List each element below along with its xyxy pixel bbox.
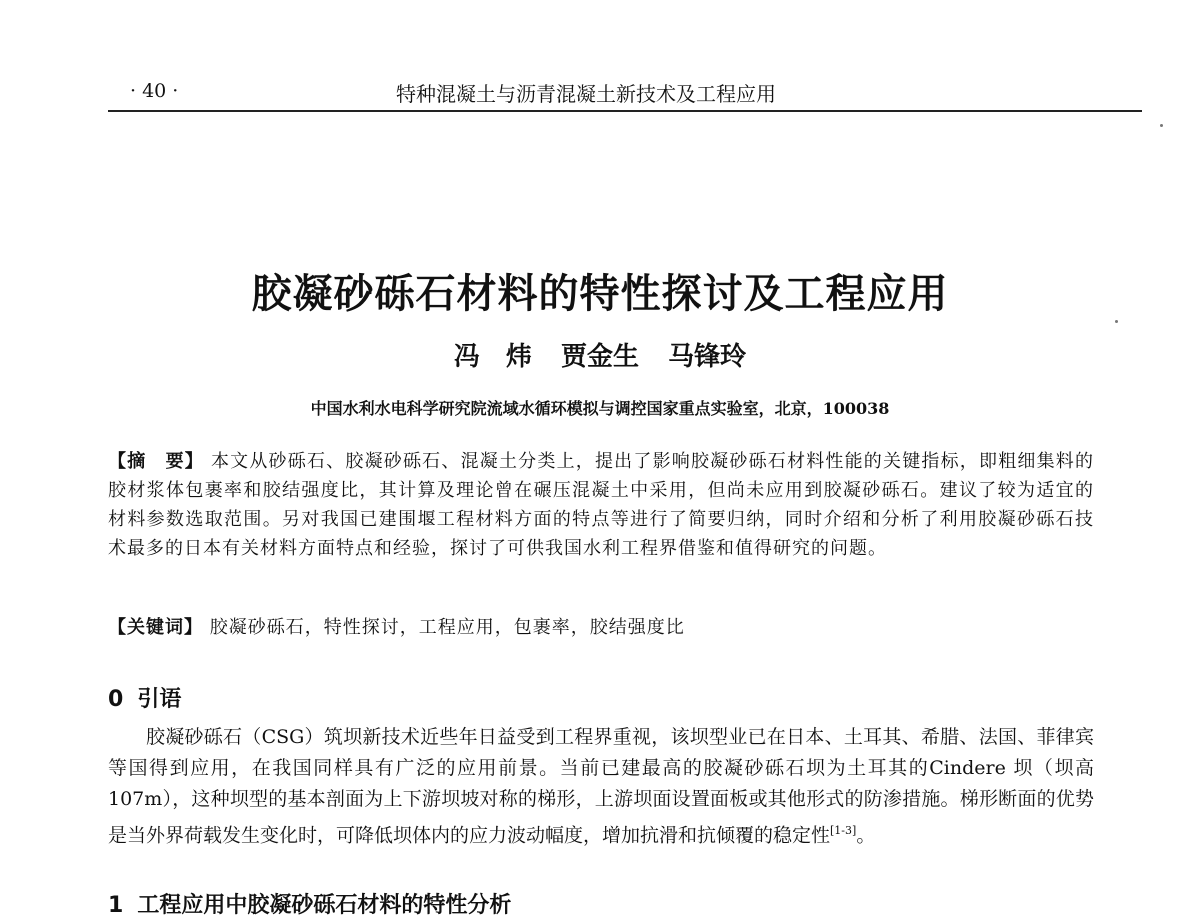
abstract-label: 【摘 要】 [108,451,205,472]
abstract [108,447,1094,563]
section-heading [108,682,181,713]
section-title: 工程应用中胶凝砂砾石材料的特性分析 [137,893,512,918]
section-number: 1 [108,893,124,918]
header-rule [108,110,1142,112]
section-title: 引语 [137,687,182,712]
author-name: 贾金生 [560,342,639,372]
author-name: 冯 炜 [453,342,532,372]
affiliation: 中国水利水电科学研究院流域水循环模拟与调控国家重点实验室，北京，100038 [310,399,890,418]
section-heading [108,888,511,919]
citation: [1-3] [830,824,857,837]
keywords-text: 胶凝砂砾石，特性探讨，工程应用，包裹率，胶结强度比 [209,617,685,638]
section-number: 0 [108,687,124,712]
intro-paragraph [108,722,1094,851]
running-title: 特种混凝土与沥青混凝土新技术及工程应用 [396,82,776,106]
paragraph-text: 胶凝砂砾石（CSG）筑坝新技术近些年日益受到工程界重视，该坝型业已在日本、土耳其、希腊、法国、菲律宾等国得到应用，在我国同样具有广泛的应用前景。当前已建最高的胶凝砂砾石坝为土耳其的Cindere 坝（坝高 107m），这种坝型的基本剖面为上下游坝坡对称的梯形，上游坝面设置面板或其他形式的防渗措施。梯形断面的优势是当外界荷载发生变化时，可降低坝体内的应力波动幅度，增加抗滑和抗倾覆的稳定性 [108,726,1094,847]
abstract-text: 本文从砂砾石、胶凝砂砾石、混凝土分类上，提出了影响胶凝砂砾石材料性能的关键指标，即粗细集料的胶材浆体包裹率和胶结强度比，其计算及理论曾在碾压混凝土中采用，但尚未应用到胶凝砂砾石。建议了较为适宜的材料参数选取范围。另对我国已建围堰工程材料方面的特点等进行了简要归纳，同时介绍和分析了利用胶凝砂砾石技术最多的日本有关材料方面特点和经验，探讨了可供我国水利工程界借鉴和值得研究的问题。 [108,451,1095,559]
author-list [0,336,1200,373]
keywords-label: 【关键词】 [108,617,203,638]
keywords [108,613,1094,642]
page-number: · 40 · [130,80,179,102]
paragraph-end: 。 [856,824,876,847]
article-title: 胶凝砂砾石材料的特性探讨及工程应用 [251,270,949,317]
scan-speck [1115,320,1118,323]
scan-speck [1160,124,1163,127]
author-name: 马锋玲 [668,342,747,372]
